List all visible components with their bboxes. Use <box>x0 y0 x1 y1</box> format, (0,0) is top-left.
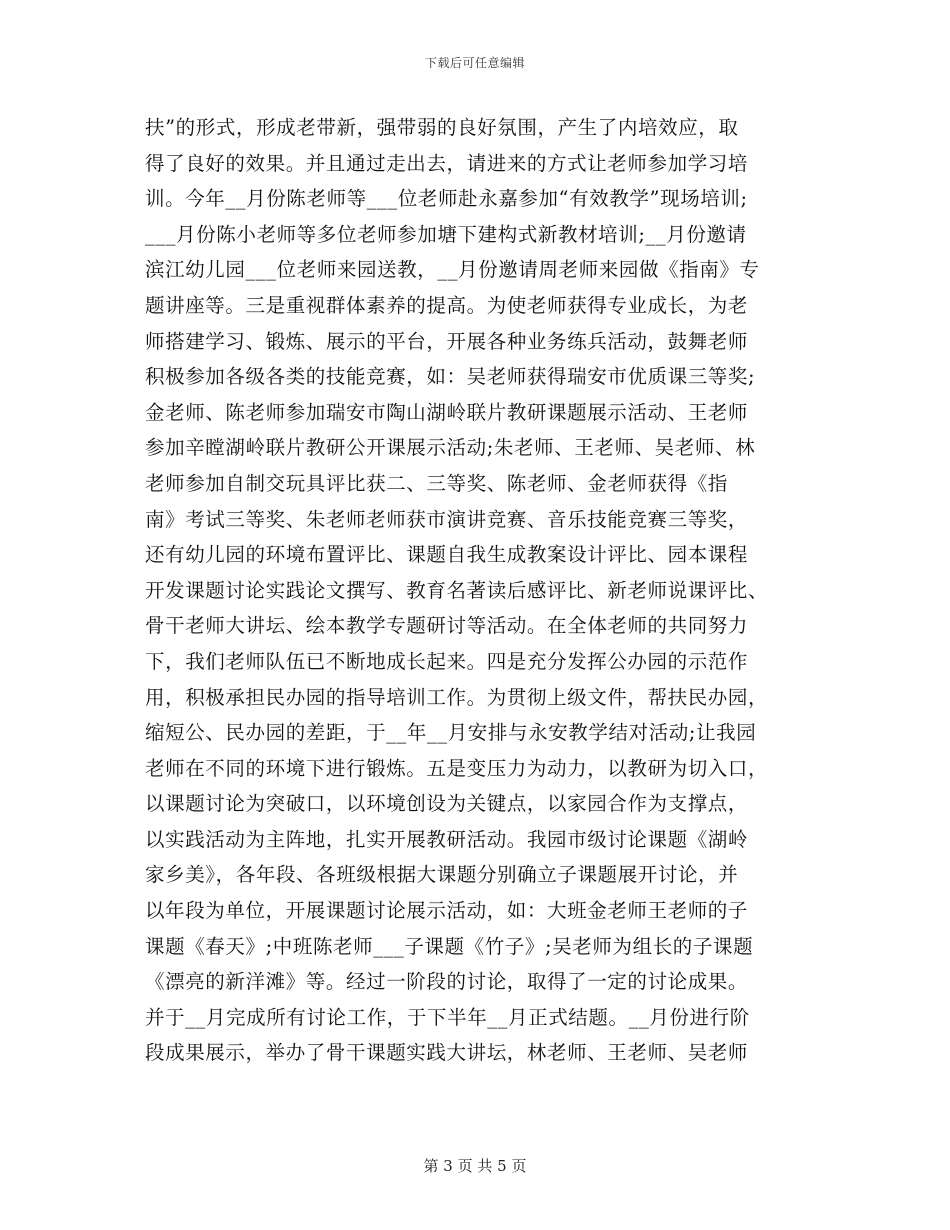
text-line: 题讲座等。三是重视群体素养的提高。为使老师获得专业成长，为老 <box>145 293 749 317</box>
text-line: 积极参加各级各类的技能竞赛，如：吴老师获得瑞安市优质课三等奖; <box>145 365 756 389</box>
text-line: ___月份陈小老师等多位老师参加塘下建构式新教材培训;__月份邀请 <box>145 222 747 246</box>
text-line: 金老师、陈老师参加瑞安市陶山湖岭联片教研课题展示活动、王老师 <box>145 400 749 424</box>
text-line: 得了良好的效果。并且通过走出去，请进来的方式让老师参加学习培 <box>145 151 749 175</box>
text-line: 以课题讨论为突破口，以环境创设为关键点，以家园合作为支撑点， <box>145 792 749 816</box>
text-line: 《漂亮的新洋滩》等。经过一阶段的讨论，取得了一定的讨论成果。 <box>145 970 749 994</box>
text-line: 参加辛瞠湖岭联片教研公开课展示活动;朱老师、王老师、吴老师、林 <box>145 436 756 460</box>
text-line: 段成果展示，举办了骨干课题实践大讲坛，林老师、王老师、吴老师 <box>145 1041 749 1065</box>
text-line: 老师在不同的环境下进行锻炼。五是变压力为动力，以教研为切入口， <box>145 756 769 780</box>
document-body <box>145 110 820 1071</box>
text-line: 骨干老师大讲坛、绘本教学专题研讨等活动。在全体老师的共同努力 <box>145 614 749 638</box>
text-line: 还有幼儿园的环境布置评比、课题自我生成教案设计评比、园本课程 <box>145 543 749 567</box>
text-line: 并于__月完成所有讨论工作，于下半年__月正式结题。__月份进行阶 <box>145 1005 750 1029</box>
page-header: 下载后可任意编辑 <box>424 56 525 70</box>
page-number: 第 3 页 共 5 页 <box>423 1157 527 1175</box>
text-line: 以年段为单位，开展课题讨论展示活动，如：大班金老师王老师的子 <box>145 899 749 923</box>
text-line: 师搭建学习、锻炼、展示的平台，开展各种业务练兵活动，鼓舞老师 <box>145 329 749 353</box>
text-line: 扶”的形式，形成老带新，强带弱的良好氛围，产生了内培效应，取 <box>145 116 739 139</box>
text-line: 南》考试三等奖、朱老师老师获市演讲竞赛、音乐技能竞赛三等奖， <box>145 507 749 531</box>
text-line: 下，我们老师队伍已不断地成长起来。四是充分发挥公办园的示范作 <box>145 649 749 673</box>
text-line: 缩短公、民办园的差距，于__年__月安排与永安教学结对活动;让我园 <box>145 721 757 745</box>
text-line: 开发课题讨论实践论文撰写、教育名著读后感评比、新老师说课评比、 <box>145 578 769 602</box>
text-line: 家乡美》，各年段、各班级根据大课题分别确立子课题展开讨论，并 <box>145 863 739 887</box>
text-line: 用，积极承担民办园的指导培训工作。为贯彻上级文件，帮扶民办园， <box>145 685 769 709</box>
text-line: 课题《春天》;中班陈老师___子课题《竹子》;吴老师为组长的子课题 <box>145 934 754 958</box>
text-line: 老师参加自制交玩具评比获二、三等奖、陈老师、金老师获得《指 <box>145 471 728 495</box>
text-line: 以实践活动为主阵地，扎实开展教研活动。我园市级讨论课题《湖岭 <box>145 827 749 851</box>
text-line: 训。今年__月份陈老师等___位老师赴永嘉参加“有效教学”现场培训; <box>145 187 748 211</box>
text-line: 滨江幼儿园___位老师来园送教，__月份邀请周老师来园做《指南》专 <box>145 258 760 282</box>
